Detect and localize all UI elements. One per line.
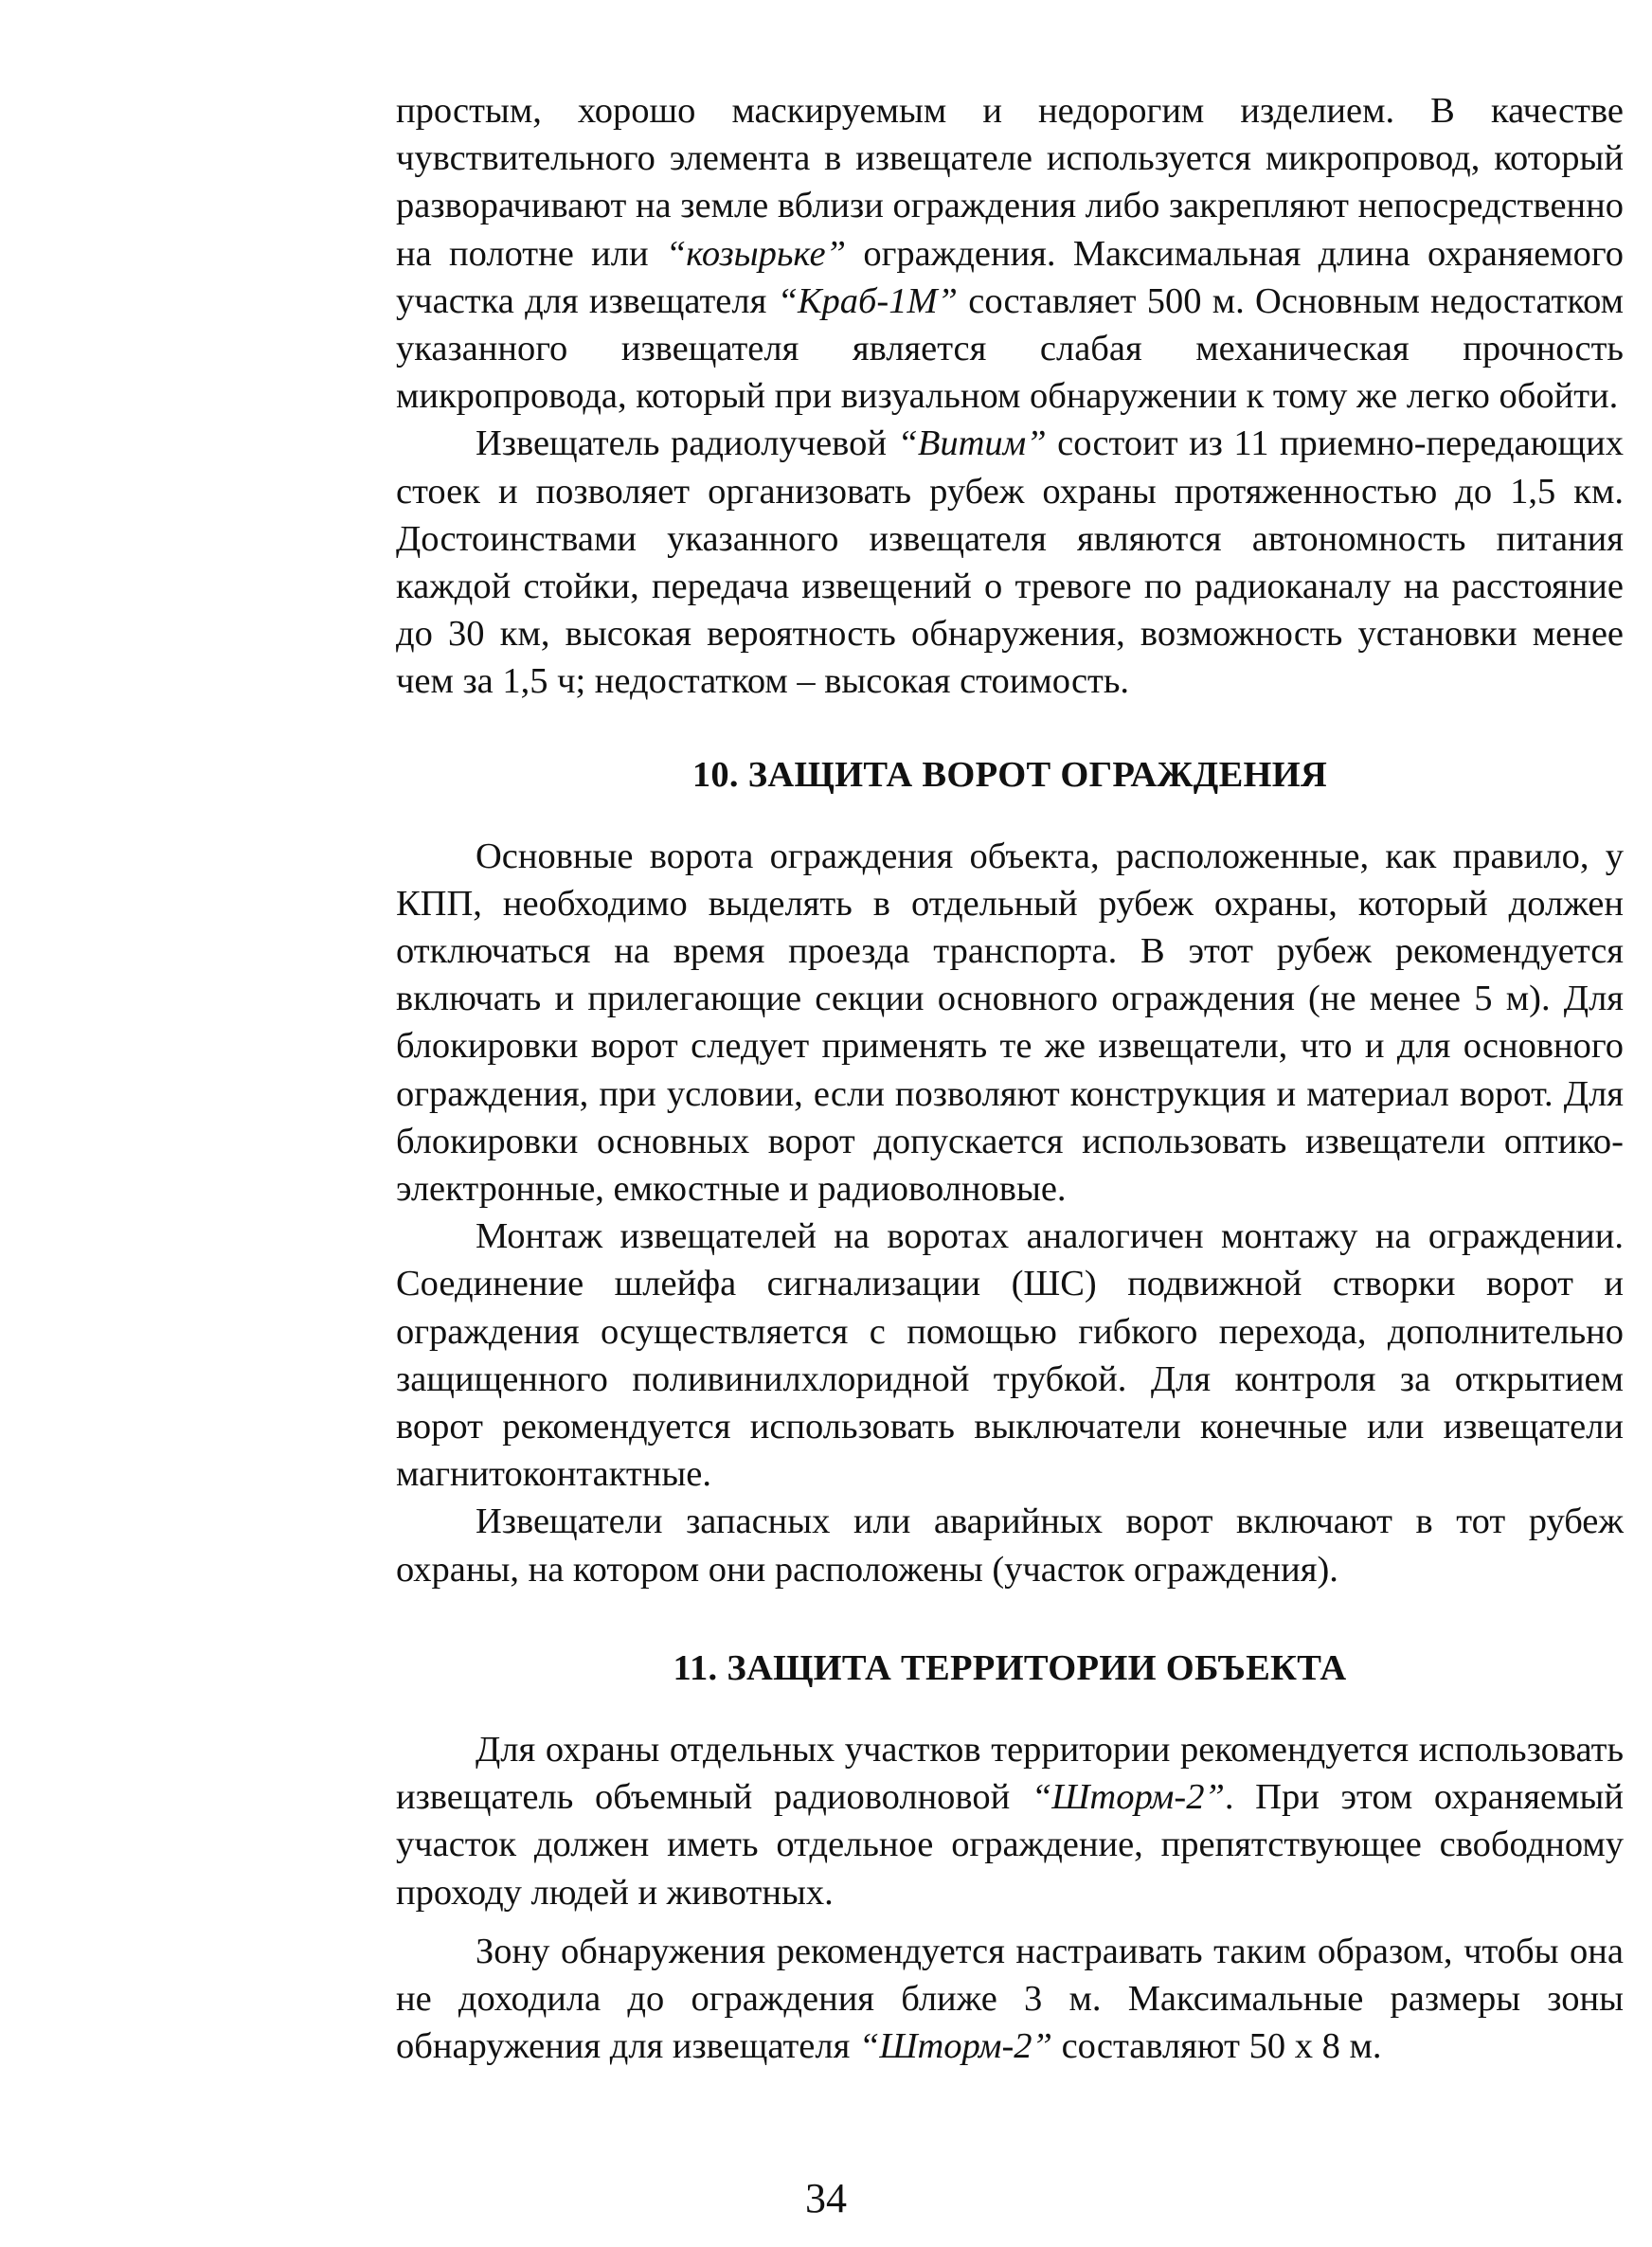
page-number: 34 — [805, 2175, 847, 2221]
paragraph-gates-mounting: Монтаж извещателей на воротах аналогичен монтажу на ограждении. Соединение шлейфа сигнализации (ШС) подвижной створки ворот и ограждения осуществляется с помощью гибкого перехода, дополнительно защищенного поливинилхлоридной трубкой. Для контроля за открытием ворот рекомендуется использовать выключатели конечные или извещатели магнитоконтактные. — [396, 1216, 1624, 1495]
paragraph-detection-zone — [396, 1928, 1624, 2071]
text-run: составляют 50 х 8 м. — [1051, 2026, 1382, 2067]
text-run: ограждения. Максимальная длина охраняемого участка для извещателя — [396, 233, 1624, 321]
italic-term-shtorm: “Шторм-2” — [1031, 1777, 1225, 1818]
text-run: состоит из 11 приемно-передающих стоек и позволяет организовать рубеж охраны протяженностью до 1,5 км. Достоинствами указанного извещателя являются автономность питания каждой стойки, передача извещений о тревоге по радиоканалу на расстояние до 30 км, высокая вероятность обнаружения, возможность установки менее чем за 1,5 ч; недостатком – высокая стоимость. — [396, 423, 1624, 702]
paragraph-vitim — [396, 420, 1624, 705]
section-heading-11: 11. ЗАЩИТА ТЕРРИТОРИИ ОБЪЕКТА — [673, 1647, 1347, 1688]
italic-term-vitim: “Витим” — [897, 423, 1047, 464]
page-content — [396, 87, 1624, 2070]
text-run: . При этом охраняемый участок должен иметь отдельное ограждение, препятствующее свободному проходу людей и животных. — [396, 1777, 1624, 1913]
text-run: Зону обнаружения рекомендуется настраивать таким образом, чтобы она не доходила до ограждения ближе 3 м. Максимальные размеры зоны обнаружения для извещателя — [396, 1931, 1624, 2067]
paragraph-gates-emergency: Извещатели запасных или аварийных ворот включают в тот рубеж охраны, на котором они расположены (участок ограждения). — [396, 1501, 1624, 1590]
paragraph-territory — [396, 1726, 1624, 1916]
text-run: составляет 500 м. Основным недостатком указанного извещателя является слабая механическая прочность микропровода, который при визуальном обнаружении к тому же легко обойти. — [396, 280, 1624, 417]
paragraph-krab — [396, 87, 1624, 420]
text-run: Для охраны отдельных участков территории рекомендуется использовать извещатель объемный радиоволновой — [396, 1729, 1624, 1818]
paragraph-gates-main: Основные ворота ограждения объекта, расположенные, как правило, у КПП, необходимо выделять в отдельный рубеж охраны, который должен отключаться на время проезда транспорта. В этот рубеж рекомендуется включать и прилегающие секции основного ограждения (не менее 5 м). Для блокировки ворот следует применять те же извещатели, что и для основного ограждения, при условии, если позволяют конструкция и материал ворот. Для блокировки основных ворот допускается использовать извещатели оптико-электронные, емкостные и радиоволновые. — [396, 836, 1624, 1210]
italic-term-krab: “Краб-1М” — [777, 280, 958, 321]
italic-term-kozyrek: “козырьке” — [665, 233, 846, 274]
section-heading-10: 10. ЗАЩИТА ВОРОТ ОГРАЖДЕНИЯ — [691, 754, 1328, 795]
italic-term-shtorm: “Шторм-2” — [858, 2026, 1052, 2067]
text-run: Извещатель радиолучевой — [476, 423, 898, 464]
text-run: простым, хорошо маскируемым и недорогим изделием. В качестве чувствительного элемента в извещателе используется микропровод, который разворачивают на земле вблизи ограждения либо закрепляют непосредственно на полотне или — [396, 91, 1624, 274]
